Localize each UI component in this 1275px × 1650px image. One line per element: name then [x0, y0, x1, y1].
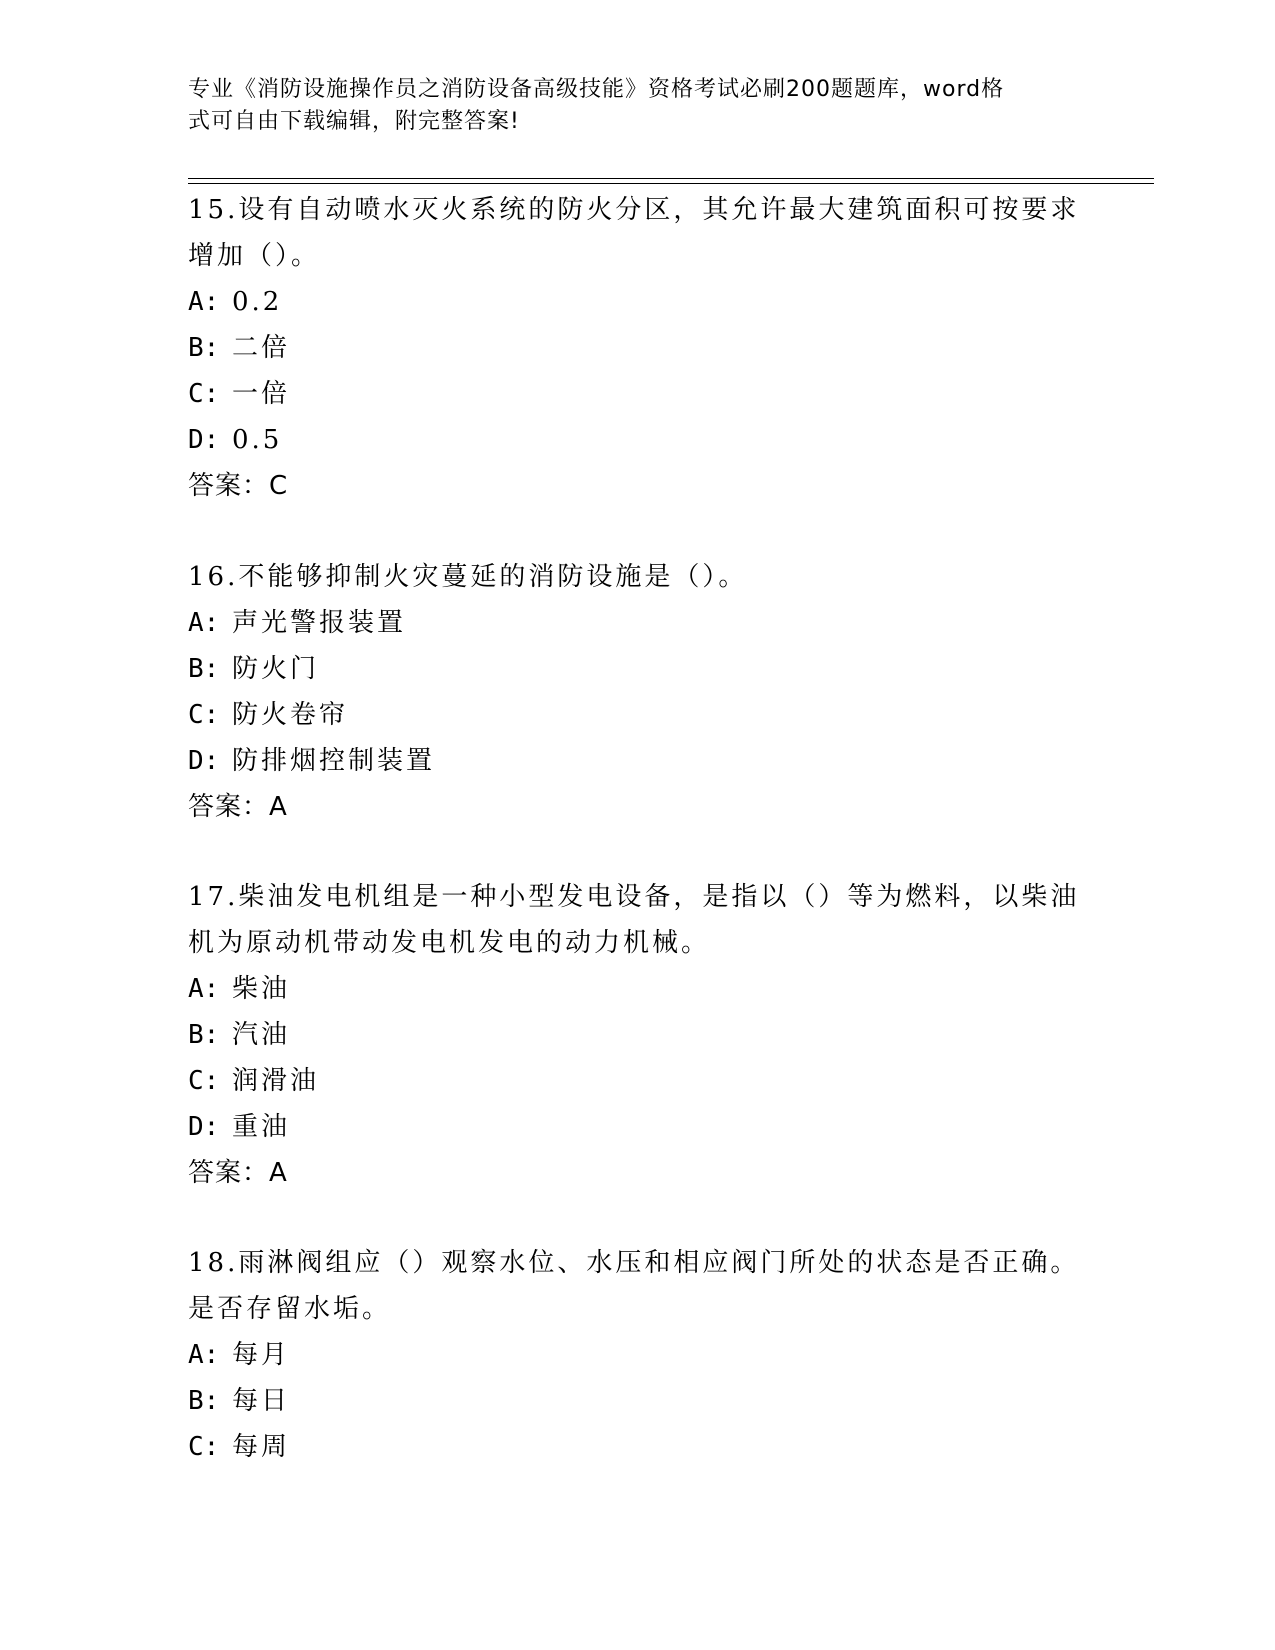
question-stem-line: 是否存留水垢。 [188, 1294, 392, 1324]
option-a [188, 600, 1088, 646]
option-letter: D: [188, 1112, 220, 1142]
option-letter: A: [188, 974, 220, 1004]
option-text: 润滑油 [232, 1066, 320, 1096]
question-stem-line: 增加（）。 [188, 241, 321, 271]
option-letter: C: [188, 1432, 220, 1462]
option-text: 每周 [232, 1432, 291, 1462]
option-d [188, 1104, 1088, 1150]
option-letter: A: [188, 1340, 220, 1370]
option-b [188, 646, 1088, 692]
option-letter: B: [188, 333, 220, 363]
option-letter: B: [188, 654, 220, 684]
option-a [188, 1332, 1088, 1378]
option-text: 每日 [232, 1386, 291, 1416]
answer-line: 答案：A [188, 792, 288, 822]
question-16 [188, 554, 1088, 830]
option-text: 每月 [232, 1340, 291, 1370]
option-text: 一倍 [232, 379, 291, 409]
option-text: 0.5 [232, 425, 283, 455]
option-c [188, 1424, 1088, 1470]
option-text: 防排烟控制装置 [232, 746, 436, 776]
option-letter: A: [188, 608, 220, 638]
question-stem-line: 15.设有自动喷水灭火系统的防火分区，其允许最大建筑面积可按要求 [188, 195, 1080, 225]
option-c [188, 1058, 1088, 1104]
answer-line: 答案：C [188, 471, 289, 501]
option-letter: D: [188, 425, 220, 455]
option-letter: B: [188, 1020, 220, 1050]
question-15 [188, 187, 1088, 509]
answer-line: 答案：A [188, 1158, 288, 1188]
question-stem-line: 17.柴油发电机组是一种小型发电设备，是指以（）等为燃料，以柴油 [188, 882, 1080, 912]
option-a [188, 966, 1088, 1012]
option-letter: C: [188, 379, 220, 409]
header-divider-bottom [188, 183, 1154, 184]
header-line-1: 专业《消防设施操作员之消防设备高级技能》资格考试必刷200题题库，word格 [188, 77, 1005, 102]
option-b [188, 1012, 1088, 1058]
option-text: 重油 [232, 1112, 291, 1142]
document-header [188, 74, 1088, 138]
header-divider-top [188, 178, 1154, 179]
option-d [188, 738, 1088, 784]
header-line-2: 式可自由下载编辑，附完整答案! [188, 109, 520, 134]
option-a [188, 279, 1088, 325]
option-letter: C: [188, 700, 220, 730]
question-stem-line: 机为原动机带动发电机发电的动力机械。 [188, 928, 711, 958]
option-text: 0.2 [232, 287, 283, 317]
option-c [188, 371, 1088, 417]
option-text: 柴油 [232, 974, 291, 1004]
question-stem-line: 16.不能够抑制火灾蔓延的消防设施是（）。 [188, 562, 748, 592]
option-text: 声光警报装置 [232, 608, 407, 638]
option-c [188, 692, 1088, 738]
option-text: 防火卷帘 [232, 700, 349, 730]
option-letter: B: [188, 1386, 220, 1416]
option-text: 防火门 [232, 654, 320, 684]
question-stem-line: 18.雨淋阀组应（）观察水位、水压和相应阀门所处的状态是否正确。 [188, 1248, 1080, 1278]
option-text: 汽油 [232, 1020, 291, 1050]
option-b [188, 1378, 1088, 1424]
option-text: 二倍 [232, 333, 291, 363]
option-d [188, 417, 1088, 463]
option-b [188, 325, 1088, 371]
option-letter: A: [188, 287, 220, 317]
question-17 [188, 874, 1088, 1196]
question-18 [188, 1240, 1088, 1470]
option-letter: D: [188, 746, 220, 776]
option-letter: C: [188, 1066, 220, 1096]
